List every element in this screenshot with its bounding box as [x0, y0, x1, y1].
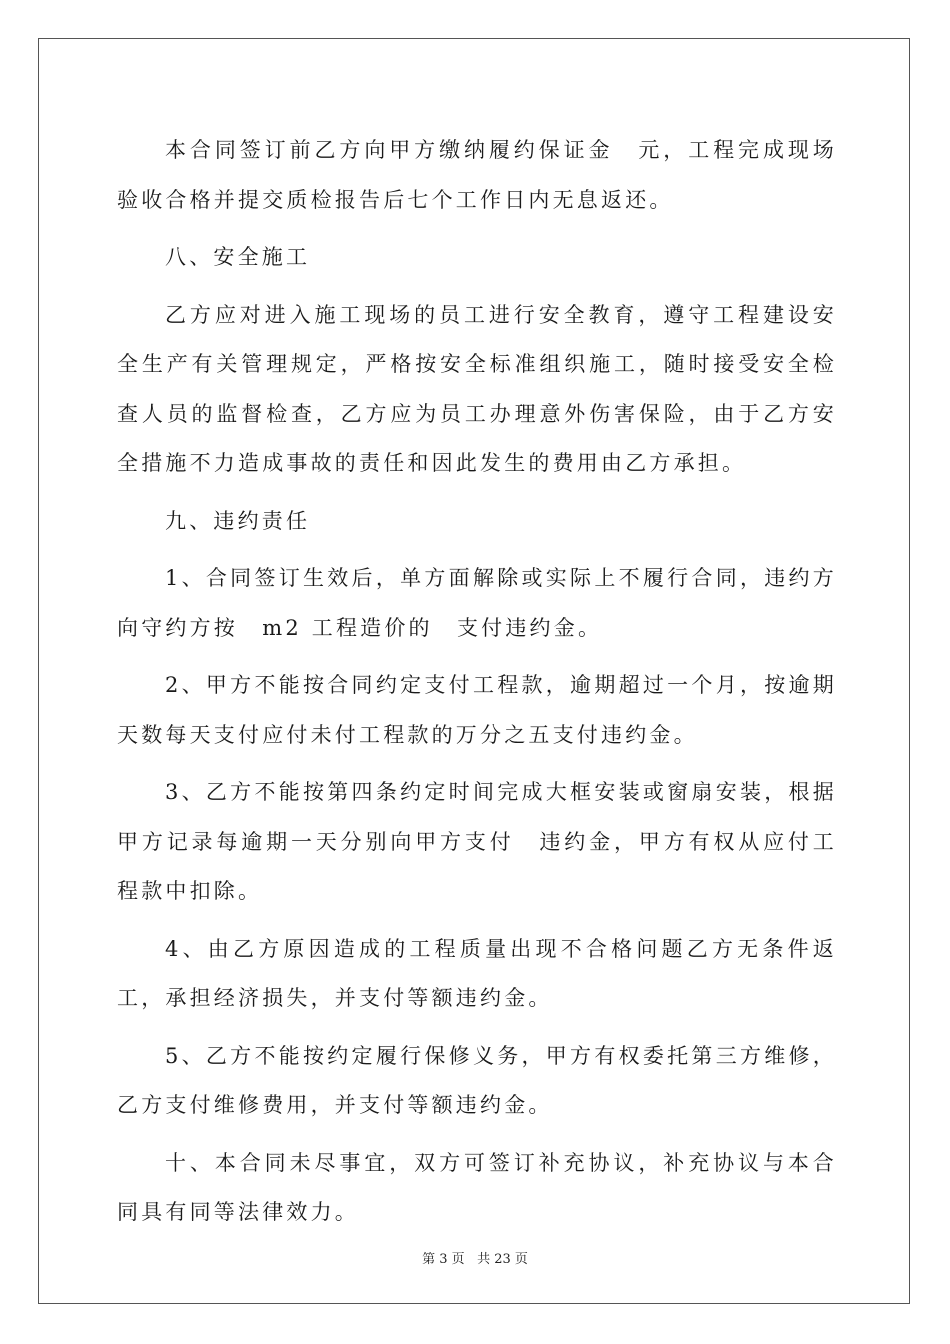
document-body [117, 126, 837, 1246]
paragraph-deposit: 本合同签订前乙方向甲方缴纳履约保证金 元，工程完成现场验收合格并提交质检报告后七个工作日内无息返还。 [117, 138, 837, 212]
paragraph-safety: 乙方应对进入施工现场的员工进行安全教育，遵守工程建设安全生产有关管理规定，严格按安全标准组织施工，随时接受安全检查人员的监督检查，乙方应为员工办理意外伤害保险，由于乙方安全措施不力造成事故的责任和因此发生的费用由乙方承担。 [117, 302, 837, 475]
page-number: 第 3 页 [422, 1252, 465, 1267]
paragraph-liability-1: 1、合同签订生效后，单方面解除或实际上不履行合同，违约方向守约方按 m2 工程造价的 支付违约金。 [117, 566, 837, 640]
section-heading-safety: 八、安全施工 [165, 245, 311, 269]
paragraph-liability-2: 2、甲方不能按合同约定支付工程款，逾期超过一个月，按逾期天数每天支付应付未付工程款的万分之五支付违约金。 [117, 673, 837, 747]
paragraph-liability-4: 4、由乙方原因造成的工程质量出现不合格问题乙方无条件返工，承担经济损失，并支付等额违约金。 [117, 936, 837, 1010]
page-total: 共 23 页 [477, 1252, 528, 1267]
paragraph-supplementary: 十、本合同未尽事宜，双方可签订补充协议，补充协议与本合同具有同等法律效力。 [117, 1150, 837, 1224]
section-heading-liability: 九、违约责任 [165, 508, 311, 533]
paragraph-liability-3: 3、乙方不能按第四条约定时间完成大框安装或窗扇安装，根据甲方记录每逾期一天分别向甲方支付 违约金，甲方有权从应付工程款中扣除。 [117, 780, 837, 903]
paragraph-liability-5: 5、乙方不能按约定履行保修义务，甲方有权委托第三方维修，乙方支付维修费用，并支付等额违约金。 [117, 1043, 837, 1117]
page-footer [0, 1248, 950, 1267]
